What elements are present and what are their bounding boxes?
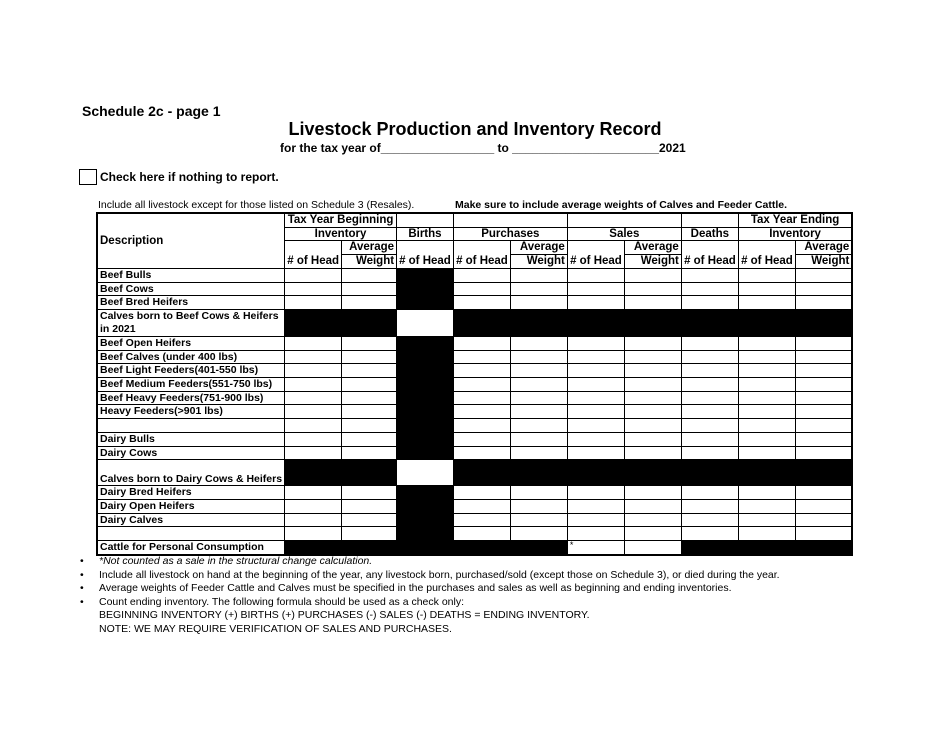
entry-cell[interactable] (510, 419, 567, 433)
bullet-icon: • (80, 595, 84, 608)
entry-cell[interactable] (397, 460, 454, 486)
entry-cell[interactable] (681, 296, 738, 310)
entry-cell[interactable] (453, 268, 510, 282)
deaths-header-spacer (681, 213, 738, 227)
entry-cell[interactable] (681, 527, 738, 541)
purchase-avg-header-a: Average (510, 241, 567, 255)
entry-cell[interactable] (681, 391, 738, 405)
entry-cell[interactable] (285, 391, 342, 405)
ending-header-a: Tax Year Ending (738, 213, 852, 227)
blocked-cell (397, 336, 454, 350)
blocked-cell (397, 391, 454, 405)
description-header: Description (97, 213, 285, 268)
entry-cell[interactable] (624, 419, 681, 433)
entry-cell[interactable] (453, 296, 510, 310)
blocked-cell (397, 350, 454, 364)
entry-cell[interactable] (285, 296, 342, 310)
blocked-cell (510, 309, 567, 336)
entry-cell[interactable] (738, 350, 795, 364)
entry-cell[interactable] (285, 513, 342, 527)
entry-cell[interactable] (795, 513, 852, 527)
entry-cell[interactable] (738, 486, 795, 500)
entry-cell[interactable] (510, 446, 567, 460)
entry-cell[interactable] (624, 336, 681, 350)
entry-cell[interactable] (795, 527, 852, 541)
entry-cell[interactable] (681, 350, 738, 364)
blocked-cell (397, 296, 454, 310)
entry-cell[interactable] (342, 446, 397, 460)
entry-cell[interactable] (510, 378, 567, 392)
entry-cell[interactable] (795, 378, 852, 392)
entry-cell[interactable] (453, 378, 510, 392)
entry-cell[interactable] (567, 268, 624, 282)
table-row (97, 419, 852, 433)
table-row (97, 460, 852, 486)
births-head-header: # of Head (397, 241, 454, 268)
blocked-cell (681, 460, 738, 486)
blocked-cell (397, 499, 454, 513)
row-label: Dairy Cows (97, 446, 285, 460)
entry-cell[interactable] (681, 282, 738, 296)
row-label: Beef Bred Heifers (97, 296, 285, 310)
entry-cell[interactable] (510, 527, 567, 541)
entry-cell[interactable] (285, 336, 342, 350)
blocked-cell (397, 282, 454, 296)
blocked-cell (567, 460, 624, 486)
entry-cell[interactable] (624, 364, 681, 378)
entry-cell[interactable] (510, 499, 567, 513)
entry-cell[interactable] (285, 350, 342, 364)
entry-cell[interactable] (453, 350, 510, 364)
row-label: Calves born to Dairy Cows & Heifers (97, 460, 285, 486)
entry-cell[interactable] (453, 527, 510, 541)
entry-cell[interactable] (624, 296, 681, 310)
row-label: Calves born to Beef Cows & Heifers in 2021 (97, 309, 285, 336)
entry-cell[interactable] (567, 513, 624, 527)
table-row (97, 391, 852, 405)
row-label: Beef Medium Feeders(551-750 lbs) (97, 378, 285, 392)
entry-cell[interactable] (510, 432, 567, 446)
blocked-cell (397, 513, 454, 527)
row-label: Cattle for Personal Consumption (97, 541, 285, 555)
entry-cell[interactable] (285, 405, 342, 419)
row-label: Beef Cows (97, 282, 285, 296)
row-label: Dairy Open Heifers (97, 499, 285, 513)
entry-cell[interactable] (624, 499, 681, 513)
sales-avg-header-b: Weight (624, 255, 681, 269)
blocked-cell (342, 460, 397, 486)
entry-cell[interactable] (795, 282, 852, 296)
purchase-head-header: # of Head (453, 241, 510, 268)
footnote-item: • *Not counted as a sale in the structural change calculation. (80, 555, 373, 567)
blocked-cell (397, 378, 454, 392)
entry-cell[interactable] (681, 446, 738, 460)
row-label: Heavy Feeders(>901 lbs) (97, 405, 285, 419)
blocked-cell (624, 460, 681, 486)
entry-cell[interactable] (795, 336, 852, 350)
entry-cell[interactable] (510, 486, 567, 500)
table-row (97, 282, 852, 296)
entry-cell[interactable] (567, 527, 624, 541)
sales-head-cell-starred[interactable]: * (567, 541, 624, 555)
row-label: Beef Heavy Feeders(751-900 lbs) (97, 391, 285, 405)
entry-cell[interactable] (342, 405, 397, 419)
entry-cell[interactable] (453, 499, 510, 513)
blocked-cell (397, 405, 454, 419)
table-row (97, 541, 852, 555)
deaths-header: Deaths (681, 227, 738, 241)
table-row (97, 268, 852, 282)
entry-cell[interactable] (738, 282, 795, 296)
beginning-header-a: Tax Year Beginning (285, 213, 397, 227)
entry-cell[interactable] (510, 268, 567, 282)
entry-cell[interactable] (453, 391, 510, 405)
blocked-cell (285, 309, 342, 336)
entry-cell[interactable] (738, 391, 795, 405)
entry-cell[interactable] (681, 268, 738, 282)
blocked-cell (738, 460, 795, 486)
entry-cell[interactable] (510, 296, 567, 310)
entry-cell[interactable] (285, 499, 342, 513)
beginning-header-b: Inventory (285, 227, 397, 241)
blocked-cell (453, 309, 510, 336)
entry-cell[interactable] (738, 378, 795, 392)
entry-cell[interactable] (342, 432, 397, 446)
deaths-head-header: # of Head (681, 241, 738, 268)
entry-cell[interactable] (510, 364, 567, 378)
entry-cell[interactable] (624, 405, 681, 419)
entry-cell[interactable] (342, 296, 397, 310)
entry-cell[interactable] (453, 513, 510, 527)
entry-cell[interactable] (738, 513, 795, 527)
blocked-cell (397, 541, 454, 555)
entry-cell[interactable] (567, 405, 624, 419)
nothing-to-report-checkbox[interactable] (79, 169, 97, 185)
entry-cell[interactable] (795, 364, 852, 378)
entry-cell[interactable] (510, 391, 567, 405)
blocked-cell (510, 541, 567, 555)
entry-cell[interactable] (624, 282, 681, 296)
begin-avg-header-a: Average (342, 241, 397, 255)
entry-cell[interactable] (738, 499, 795, 513)
entry-cell[interactable] (567, 499, 624, 513)
entry-cell[interactable] (567, 282, 624, 296)
entry-cell[interactable] (624, 527, 681, 541)
table-row (97, 336, 852, 350)
purchases-header-spacer (453, 213, 567, 227)
entry-cell[interactable] (567, 378, 624, 392)
entry-cell[interactable] (624, 391, 681, 405)
blocked-cell (285, 460, 342, 486)
entry-cell[interactable] (453, 432, 510, 446)
weights-note: Make sure to include average weights of Calves and Feeder Cattle. (455, 199, 788, 211)
entry-cell[interactable] (285, 282, 342, 296)
verification-note: NOTE: WE MAY REQUIRE VERIFICATION OF SALES AND PURCHASES. (99, 622, 452, 635)
entry-cell[interactable] (285, 378, 342, 392)
entry-cell[interactable] (342, 282, 397, 296)
entry-cell[interactable] (342, 378, 397, 392)
row-label: Dairy Bulls (97, 432, 285, 446)
blocked-cell (397, 486, 454, 500)
entry-cell[interactable] (567, 419, 624, 433)
row-label (97, 527, 285, 541)
entry-cell[interactable] (453, 446, 510, 460)
end-head-header: # of Head (738, 241, 795, 268)
births-header-spacer (397, 213, 454, 227)
livestock-table (96, 212, 853, 556)
entry-cell[interactable] (567, 432, 624, 446)
nothing-to-report-label: Check here if nothing to report. (100, 170, 279, 184)
row-label (97, 419, 285, 433)
entry-cell[interactable] (795, 405, 852, 419)
entry-cell[interactable] (285, 419, 342, 433)
entry-cell[interactable] (510, 405, 567, 419)
entry-cell[interactable] (342, 486, 397, 500)
blocked-cell (397, 527, 454, 541)
entry-cell[interactable] (342, 364, 397, 378)
entry-cell[interactable] (681, 336, 738, 350)
sales-header-spacer (567, 213, 681, 227)
entry-cell[interactable] (624, 541, 681, 555)
entry-cell[interactable] (285, 268, 342, 282)
table-row (97, 350, 852, 364)
entry-cell[interactable] (567, 336, 624, 350)
blocked-cell (795, 541, 852, 555)
footnotes (80, 555, 780, 637)
entry-cell[interactable] (285, 364, 342, 378)
row-label: Beef Open Heifers (97, 336, 285, 350)
blocked-cell (453, 541, 510, 555)
entry-cell[interactable] (795, 268, 852, 282)
entry-cell[interactable] (567, 391, 624, 405)
table-row (97, 486, 852, 500)
entry-cell[interactable] (738, 446, 795, 460)
entry-cell[interactable] (342, 513, 397, 527)
footnote-item: • Average weights of Feeder Cattle and Calves must be specified in the purchases and sales as well as beginning and ending inventories. (80, 582, 732, 595)
blocked-cell (397, 419, 454, 433)
footnote-item: • Count ending inventory. The following formula should be used as a check only: (80, 595, 464, 608)
entry-cell[interactable] (624, 378, 681, 392)
entry-cell[interactable] (453, 282, 510, 296)
begin-head-header: # of Head (285, 241, 342, 268)
entry-cell[interactable] (624, 432, 681, 446)
bullet-icon: • (80, 568, 84, 581)
entry-cell[interactable] (510, 350, 567, 364)
blocked-cell (681, 309, 738, 336)
row-label: Dairy Bred Heifers (97, 486, 285, 500)
bullet-icon: • (80, 555, 84, 567)
blocked-cell (397, 364, 454, 378)
blocked-cell (285, 541, 342, 555)
table-row (97, 527, 852, 541)
entry-cell[interactable] (738, 296, 795, 310)
entry-cell[interactable] (738, 336, 795, 350)
blocked-cell (510, 460, 567, 486)
entry-cell[interactable] (795, 446, 852, 460)
schedule-label: Schedule 2c - page 1 (82, 103, 221, 119)
entry-cell[interactable] (681, 486, 738, 500)
entry-cell[interactable] (795, 419, 852, 433)
entry-cell[interactable] (681, 432, 738, 446)
entry-cell[interactable] (453, 486, 510, 500)
entry-cell[interactable] (510, 513, 567, 527)
sales-header: Sales (567, 227, 681, 241)
entry-cell[interactable] (342, 527, 397, 541)
blocked-cell (624, 309, 681, 336)
entry-cell[interactable] (285, 446, 342, 460)
entry-cell[interactable] (453, 419, 510, 433)
blocked-cell (795, 309, 852, 336)
purchase-avg-header-b: Weight (510, 255, 567, 269)
blocked-cell (342, 309, 397, 336)
entry-cell[interactable] (624, 350, 681, 364)
entry-cell[interactable] (342, 350, 397, 364)
entry-cell[interactable] (681, 499, 738, 513)
table-row (97, 296, 852, 310)
entry-cell[interactable] (738, 405, 795, 419)
table-row (97, 405, 852, 419)
entry-cell[interactable] (795, 296, 852, 310)
entry-cell[interactable] (624, 446, 681, 460)
table-row (97, 364, 852, 378)
table-row (97, 378, 852, 392)
blocked-cell (738, 541, 795, 555)
table-body (97, 268, 852, 554)
entry-cell[interactable] (342, 419, 397, 433)
entry-cell[interactable] (567, 350, 624, 364)
entry-cell[interactable] (510, 282, 567, 296)
purchases-header: Purchases (453, 227, 567, 241)
entry-cell[interactable] (342, 268, 397, 282)
entry-cell[interactable] (795, 432, 852, 446)
entry-cell[interactable] (624, 486, 681, 500)
entry-cell[interactable] (285, 432, 342, 446)
sales-avg-header-a: Average (624, 241, 681, 255)
entry-cell[interactable] (738, 527, 795, 541)
tax-year-line[interactable]: for the tax year of_________________ to ______________________2021 (280, 141, 686, 155)
blocked-cell (397, 446, 454, 460)
entry-cell[interactable] (681, 364, 738, 378)
form-title: Livestock Production and Inventory Record (288, 119, 662, 139)
entry-cell[interactable] (567, 486, 624, 500)
table-row (97, 513, 852, 527)
entry-cell[interactable] (738, 364, 795, 378)
table-row (97, 499, 852, 513)
entry-cell[interactable] (567, 364, 624, 378)
entry-cell[interactable] (795, 350, 852, 364)
row-label: Beef Bulls (97, 268, 285, 282)
entry-cell[interactable] (681, 513, 738, 527)
entry-cell[interactable] (681, 419, 738, 433)
entry-cell[interactable] (681, 405, 738, 419)
include-note: Include all livestock except for those listed on Schedule 3 (Resales). (98, 199, 415, 211)
entry-cell[interactable] (738, 419, 795, 433)
end-avg-header-b: Weight (795, 255, 852, 269)
row-label: Dairy Calves (97, 513, 285, 527)
entry-cell[interactable] (795, 499, 852, 513)
entry-cell[interactable] (453, 336, 510, 350)
entry-cell[interactable] (342, 336, 397, 350)
entry-cell[interactable] (342, 391, 397, 405)
entry-cell[interactable] (285, 486, 342, 500)
entry-cell[interactable] (342, 499, 397, 513)
row-label: Beef Calves (under 400 lbs) (97, 350, 285, 364)
ending-header-b: Inventory (738, 227, 852, 241)
entry-cell[interactable] (795, 391, 852, 405)
entry-cell[interactable] (624, 268, 681, 282)
blocked-cell (453, 460, 510, 486)
blocked-cell (738, 309, 795, 336)
blocked-cell (342, 541, 397, 555)
entry-cell[interactable] (567, 296, 624, 310)
sales-head-header: # of Head (567, 241, 624, 268)
row-label: Beef Light Feeders(401-550 lbs) (97, 364, 285, 378)
formula-line: BEGINNING INVENTORY (+) BIRTHS (+) PURCHASES (-) SALES (-) DEATHS = ENDING INVENTORY. (99, 609, 590, 622)
blocked-cell (567, 309, 624, 336)
entry-cell[interactable] (510, 336, 567, 350)
entry-cell[interactable] (624, 513, 681, 527)
entry-cell[interactable] (738, 432, 795, 446)
entry-cell[interactable] (567, 446, 624, 460)
entry-cell[interactable] (397, 309, 454, 336)
end-avg-header-a: Average (795, 241, 852, 255)
entry-cell[interactable] (453, 364, 510, 378)
entry-cell[interactable] (681, 378, 738, 392)
blocked-cell (795, 460, 852, 486)
table-row (97, 309, 852, 336)
footnote-item: • Include all livestock on hand at the beginning of the year, any livestock born, purchased/sold (except those on Schedule 3), or died during the year. (80, 568, 780, 581)
blocked-cell (397, 268, 454, 282)
entry-cell[interactable] (453, 405, 510, 419)
entry-cell[interactable] (795, 486, 852, 500)
begin-avg-header-b: Weight (342, 255, 397, 269)
entry-cell[interactable] (285, 527, 342, 541)
table-row (97, 446, 852, 460)
bullet-icon: • (80, 582, 84, 595)
table-row (97, 432, 852, 446)
blocked-cell (681, 541, 738, 555)
blocked-cell (397, 432, 454, 446)
births-header: Births (397, 227, 454, 241)
entry-cell[interactable] (738, 268, 795, 282)
